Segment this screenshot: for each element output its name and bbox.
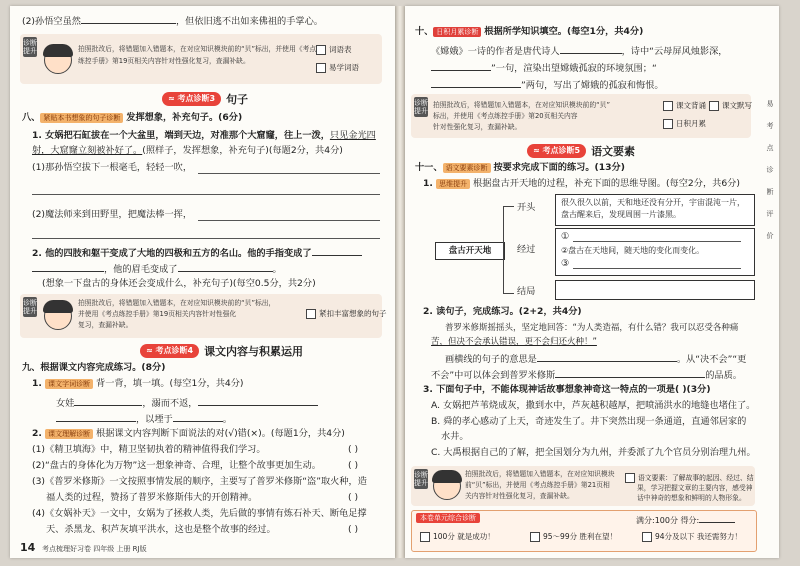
q9-2-header: 2. 课文理解诊断 根据课文内容判断下面说法的对(√)错(×)。(每题1分，共4分) — [32, 428, 345, 439]
judge-item-4: (4)《女娲补天》一文中，女娲为了拯救人类，先后做的事情有炼石补天、断龟足撑 — [32, 508, 367, 519]
q11-1-header: 1. 思维提升 根据盘古开天地的过程，补充下面的思维导图。(每空2分，共6分) — [423, 178, 740, 189]
q11-2-quote: 普罗米修斯摇摇头，坚定地回答：“为人类造福，有什么错？我可以忍受各种痛 — [445, 323, 739, 333]
checkbox-dictation[interactable]: 课文默写 — [709, 100, 752, 112]
page-number: 14 — [20, 541, 36, 554]
student-avatar-icon — [433, 472, 461, 500]
answer-line[interactable] — [198, 220, 380, 221]
summary-title: 本卷单元综合诊断 — [416, 513, 480, 523]
page-footer: 考点梳理好习卷 四年级 上册 RJ版 — [42, 545, 147, 553]
checkbox-recite[interactable]: 课文背诵 — [663, 100, 706, 112]
section-3-header: ≈ 考点诊断3 句子 — [162, 92, 248, 106]
q9-1-line-a: 女娃 ，溺而不返， — [56, 396, 318, 410]
student-avatar-icon — [44, 46, 72, 74]
checkbox-reading-elements[interactable]: 语文要素：了解故事的起因、经过、结 — [625, 472, 754, 484]
diagnosis-label: 诊断提升 — [23, 39, 37, 55]
q10-line3: ”两句，写出了嫦娥的孤寂和悔恨。 — [431, 78, 664, 92]
checkbox-vocab[interactable]: 词语表 — [316, 44, 352, 56]
q11-2-a: 画横线的句子的意思是 。从“决不会”“更 — [445, 354, 747, 365]
mindmap-branch-start: 开头 — [517, 202, 536, 213]
judge-paren-3[interactable]: ( ) — [348, 492, 359, 503]
section-4-header: ≈ 考点诊断4 课文内容与积累运用 — [140, 344, 303, 358]
q8-1-a: (1)那孙悟空拔下一根毫毛，轻轻一吹， — [32, 162, 193, 173]
diagnosis-box-mid: 诊断提升 拍照批改后，将错题加入错题本，在对应知识模块前的“贝”标出， 并使用《考点练控手册》第19页相关内容针对性强化 复习，查漏补缺。 紧扣丰富想象的句子 — [20, 294, 382, 338]
q8-1-line1: 1. 女娲把石缸拔在一个大盆里，端到天边，对准那个大窟窿，往上一泼，只见金光四 — [32, 130, 376, 141]
judge-item-3b: 福人类的过程，赞扬了普罗米修斯伟大的开创精神。 — [46, 492, 258, 503]
q11-2-b: 不会”中可以体会到普罗米修斯 的品质。 — [431, 370, 742, 381]
q9-1-header: 1. 课文字词诊断 背一背，填一填。(每空1分，共4分) — [32, 378, 244, 389]
score-option-95[interactable]: 95～99分 胜利在望！ — [530, 531, 617, 543]
q11-2-quote2: 苦，但决不会承认错误，更不会归还火种！” — [431, 337, 597, 347]
q10-line1: 《嫦娥》一诗的作者是唐代诗人 ，诗中“云母屏风烛影深， — [431, 46, 728, 57]
q8-1-line2: 射，大窟窿立刻被补好了。(照样子，发挥想象，补充句子)(每题2分，共4分) — [32, 145, 343, 156]
answer-line[interactable] — [32, 238, 380, 239]
score-option-94[interactable]: 94分及以下 我还需努力！ — [642, 531, 742, 543]
answer-line[interactable] — [573, 241, 741, 242]
judge-item-4b: 天、杀黑龙、积芦灰填平洪水，这也是整个故事的经过。 — [46, 524, 276, 535]
side-vertical-text: 易 考 点 诊 断 评 价 — [766, 100, 774, 240]
q9-header: 九、根据课文内容完成练习。(8分) — [22, 362, 166, 373]
judge-item-1: (1)《精卫填海》中，精卫坚韧执着的精神值得我们学习。 — [32, 444, 266, 455]
option-b[interactable]: B. 舜的孝心感动了上天，奇迹发生了。井下突然出现一条通道，直通邻居家的 — [431, 416, 747, 427]
option-b-cont: 水井。 — [441, 431, 469, 442]
q8-2-b: ，他的眉毛变成了 。 — [32, 262, 282, 276]
q11-header: 十一、 语文要素诊断 按要求完成下面的练习。(13分) — [415, 162, 625, 173]
left-page — [10, 6, 395, 558]
mindmap-bracket — [503, 206, 514, 294]
diagnosis-box-right-top: 诊断提升 拍照批改后，将错题加入错题本，在对应知识模块前的“贝” 标出，并使用《考点练控手册》第20页相关内容 针对性强化复习，查漏补缺。 课文背诵 课文默写 日积月累 — [411, 94, 751, 138]
diagnosis-box-right-bottom: 诊断提升 拍照批改后，将错题加入错题本，在对应知识模块 前“贝”标出，并使用《考点练控手册》第21页相 关内容针对性强化复习，查漏补缺。 语文要素：了解故事的起因、经过、结 果，学习把握文章的主要内容，感受神 话中神奇的想象和鲜明的人物形象。 — [411, 466, 755, 506]
diagnosis-box-top: 诊断提升 拍照批改后，将错题加入错题本，在对应知识模块前的“贝”标出，并使用《考点 练控手册》第19页相关内容针对性强化复习，查漏补缺。 词语表 易学词语 — [20, 34, 382, 84]
q10-line2: ”一句，渲染出望嫦娥孤寂的环境氛围；“ — [431, 61, 657, 75]
score-label: 满分:100分 得分: — [636, 513, 735, 527]
q8-1-b: (2)魔法师来到田野里，把魔法棒一挥， — [32, 209, 193, 220]
answer-line[interactable] — [32, 194, 380, 195]
answer-line[interactable] — [573, 268, 741, 269]
mindmap-branch-end: 结局 — [517, 286, 536, 297]
judge-paren-2[interactable]: ( ) — [348, 460, 359, 471]
q10-header: 十、 日积月累诊断 根据所学知识填空。(每空1分，共4分) — [415, 26, 644, 37]
judge-item-3: (3)《普罗米修斯》一文按照事情发展的顺序，主要写了普罗米修斯“盗”取火种，造 — [32, 476, 367, 487]
answer-line[interactable] — [198, 173, 380, 174]
q8-header: 八、 紧贴本书想象的句子诊断 发挥想象，补充句子。(6分) — [22, 112, 243, 123]
option-a[interactable]: A. 女娲把芦苇烧成灰，撒到水中，芦灰越积越厚，把喷涌洪水的地缝也堵住了。 — [431, 400, 756, 411]
mindmap-branch-middle: 经过 — [517, 244, 536, 255]
judge-paren-1[interactable]: ( ) — [348, 444, 359, 455]
student-avatar-icon — [44, 302, 72, 330]
checkbox-sentences[interactable]: 紧扣丰富想象的句子 — [306, 308, 387, 320]
q9-1-line-b: ，以堙于 。 — [56, 412, 232, 426]
judge-item-2: (2)“盘古的身体化为万物”这一想象神奇、合理，让整个故事更加生动。 — [32, 460, 321, 471]
q8-2-c: (想象一下盘古的身体还会变成什么，补充句子)(每空0.5分，共2分) — [42, 278, 316, 289]
q8-2-a: 2. 他的四肢和躯干变成了大地的四极和五方的名山。他的手指变成了 — [32, 246, 362, 260]
q11-2-header: 2. 读句子，完成练习。(2+2，共4分) — [423, 306, 582, 317]
mindmap-box-start: 很久很久以前，天和地还没有分开，宇宙混沌一片，盘古醒来后，发现周围一片漆黑。 — [555, 194, 755, 226]
section-5-header: ≈ 考点诊断5 语文要素 — [527, 144, 635, 158]
q11-3-header: 3. 下面句子中，不能体现神话故事想象神奇这一特点的一项是( )(3分) — [423, 384, 711, 395]
right-page: 十、 日积月累诊断 根据所学知识填空。(每空1分，共4分) 《嫦娥》一诗的作者是唐代诗人 ，诗中“云母屏风烛影深， ”一句，渲染出望嫦娥孤寂的环境氛围；“ ”两句，写出了嫦娥的孤寂和悔恨。 诊断提升 拍照批改后，将错题加入错题本，在对应知识模块前的“贝” 标出，并使用《考点练控手册》第20页相关内容 针对性强化复习，查漏补缺。 课文背诵 课文默写 日积月累 易 考 点 诊 断 评 价 ≈ 考点诊断5 语文要素 十一、 语文要素诊断 按要求完成下面的练习。(13分) 1. 思维提升 根据盘古开天地的过程，补充下面的思维导图。(每空2分，共6分) 盘古开天地 开头 经过 结局 很久很久以前，天和地还没有分开，宇宙混沌一片，盘古醒来后，发现周围一片漆黑。 ① ②盘古在天地间，随天地的变化而变化。 ③ 2. 读句子，完成练习。(2+2，共4分) 普罗米修斯摇摇头，坚定地回答：“为人类造福，有什么错？我可以忍受各种痛 苦，但决不会承认错误，更不会归还火种！” 画横线的句子的意思是 。从“决不会”“更 不会”中可以体会到普罗米修斯 的品质。 3. 下面句子中，不能体现神话故事想象神奇这一特点的一项是( )(3分) A. 女娲把芦苇烧成灰，撒到水中，芦灰越积越厚，把喷涌洪水的地缝也堵住了。 B. 舜的孝心感动了上天，奇迹发生了。井下突然出现一条通道，直通邻居家的 水井。 C. 大禹根据自己的了解，把全国划分为九州，并委派了九个官员分别治理九州。 诊断提升 拍照批改后，将错题加入错题本，在对应知识模块 前“贝”标出，并使用《考点练控手册》第21页相 关内容针对性强化复习，查漏补缺。 语文要素：了解故事的起因、经过、结 果，学习把握文章的主要内容，感受神 话中神奇的想象和鲜明的人物形象。 本卷单元综合诊断 满分:100分 得分: 100分 就是成功！ 95～99分 胜利在望！ 94分及以下 我还需努力！ — [405, 6, 779, 558]
judge-paren-4[interactable]: ( ) — [348, 524, 359, 535]
book-spine — [395, 6, 405, 558]
score-summary-bar — [411, 510, 757, 552]
checkbox-daily[interactable]: 日积月累 — [663, 118, 706, 130]
mindmap-center: 盘古开天地 — [435, 242, 505, 260]
score-option-100[interactable]: 100分 就是成功！ — [420, 531, 495, 543]
checkbox-easy-words[interactable]: 易学词语 — [316, 62, 359, 74]
q-sun-wukong: (2)孙悟空虽然 ，但依旧逃不出如来佛祖的手掌心。 — [22, 16, 323, 27]
option-c[interactable]: C. 大禹根据自己的了解，把全国划分为九州，并委派了九个官员分别治理九州。 — [431, 447, 756, 458]
mindmap-box-end[interactable] — [555, 280, 755, 300]
